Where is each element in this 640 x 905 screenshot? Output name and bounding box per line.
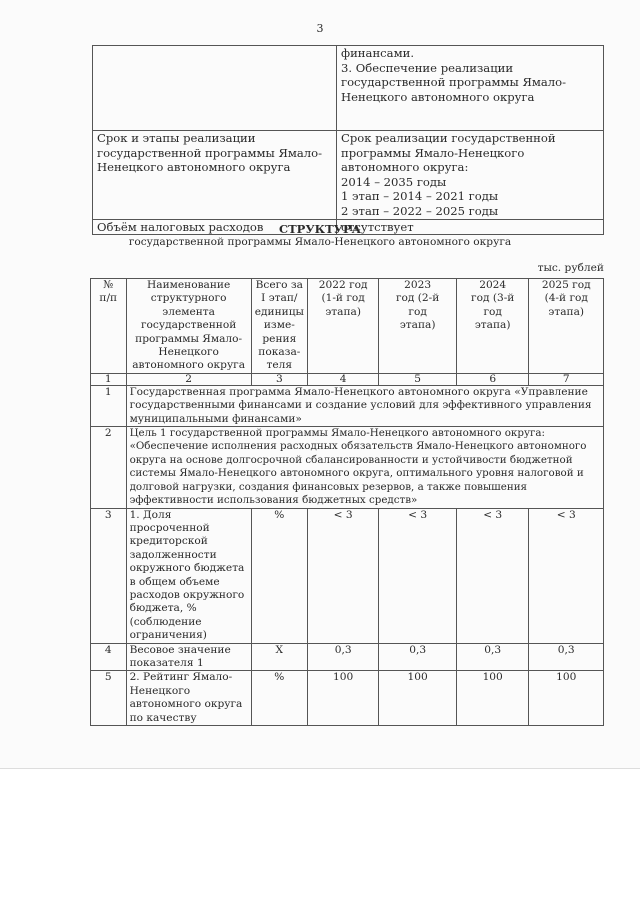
column-number: 4 [307,373,378,385]
text-line: 1 этап – 2014 – 2021 годы [341,189,499,204]
passport-value [337,131,604,220]
column-number: 7 [529,373,604,385]
header-cell: 2023 год (2-й год этапа) [379,279,457,374]
column-number: 5 [379,373,457,385]
table-row [91,508,604,643]
table-row [91,671,604,726]
value-2023: 100 [379,671,457,726]
indicator-name: 2. Рейтинг Ямало-Ненецкого автономного округа по качеству [126,671,251,726]
header-cell: 2022 год (1-й год этапа) [307,279,378,374]
program-name: Государственная программа Ямало-Ненецкого автономного округа «Управление государственными финансами и создание условий для эффективного управления муниципальными финансами» [126,385,603,426]
value-2022: < 3 [307,508,378,643]
value-2022: 0,3 [307,643,378,671]
column-number: 1 [91,373,127,385]
text-line: Срок реализации государственной программы Ямало-Ненецкого автономного округа: [341,131,556,175]
value-2025: < 3 [529,508,604,643]
row-number: 1 [91,385,127,426]
passport-label: Объём налоговых расходов [93,219,337,235]
value-2024: 100 [456,671,529,726]
row-number: 3 [91,508,127,643]
unit: Х [251,643,307,671]
header-cell: 2025 год (4-й год этапа) [529,279,604,374]
table-row [91,643,604,671]
text-line: 2 этап – 2022 – 2025 годы [341,203,499,218]
value-2025: 100 [529,671,604,726]
header-cell: 2024 год (3-й год этапа) [456,279,529,374]
value-2023: 0,3 [379,643,457,671]
value-2025: 0,3 [529,643,604,671]
column-number-row [91,373,604,385]
page-number: 3 [316,22,324,35]
passport-table [92,45,604,235]
structure-table [90,278,604,726]
value-2022: 100 [307,671,378,726]
row-number: 2 [91,427,127,508]
unit: % [251,671,307,726]
header-cell: Всего за I этап/ единицы изме-рения показа-теля [251,279,307,374]
row-number: 5 [91,671,127,726]
passport-value [337,46,604,131]
passport-value: отсутствует [337,219,604,235]
header-cell: Наименование структурного элемента государственной программы Ямало-Ненецкого автономного округа [126,279,251,374]
column-number: 6 [456,373,529,385]
text-line: 2014 – 2035 годы [341,174,447,189]
column-number: 3 [251,373,307,385]
passport-label [93,46,337,131]
goal-text: Цель 1 государственной программы Ямало-Ненецкого автономного округа: «Обеспечение исполнения расходных обязательств Ямало-Ненецкого автономного округа на основе долгосрочной сбалансированности и устойчивости бюджетной системы Ямало-Ненецкого автономного округа, оптимального уровня налоговой и долговой нагрузки, создания финансовых резервов, а также повышения эффективности использования бюджетных средств» [126,427,603,508]
text-line: финансами. [341,46,415,60]
column-number: 2 [126,373,251,385]
header-cell: № п/п [91,279,127,374]
table-row [93,46,604,131]
table-row [91,385,604,426]
indicator-name: 1. Доля просроченной кредиторской задолженности окружного бюджета в общем объеме расходов окружного бюджета, % (соблюдение ограничения) [126,508,251,643]
row-number: 4 [91,643,127,671]
value-2023: < 3 [379,508,457,643]
indicator-name: Весовое значение показателя 1 [126,643,251,671]
table-row [93,131,604,220]
text-line: 3. Обеспечение реализации государственной программы Ямало-Ненецкого автономного округа [341,60,567,104]
passport-label: Срок и этапы реализации государственной программы Ямало-Ненецкого автономного округа [93,131,337,220]
structure-subtitle: государственной программы Ямало-Ненецкого автономного округа [128,236,512,248]
unit: % [251,508,307,643]
units-label: тыс. рублей [537,262,604,274]
structure-title: СТРУКТУРА [278,222,362,236]
value-2024: < 3 [456,508,529,643]
value-2024: 0,3 [456,643,529,671]
table-row [91,427,604,508]
header-row [91,279,604,374]
